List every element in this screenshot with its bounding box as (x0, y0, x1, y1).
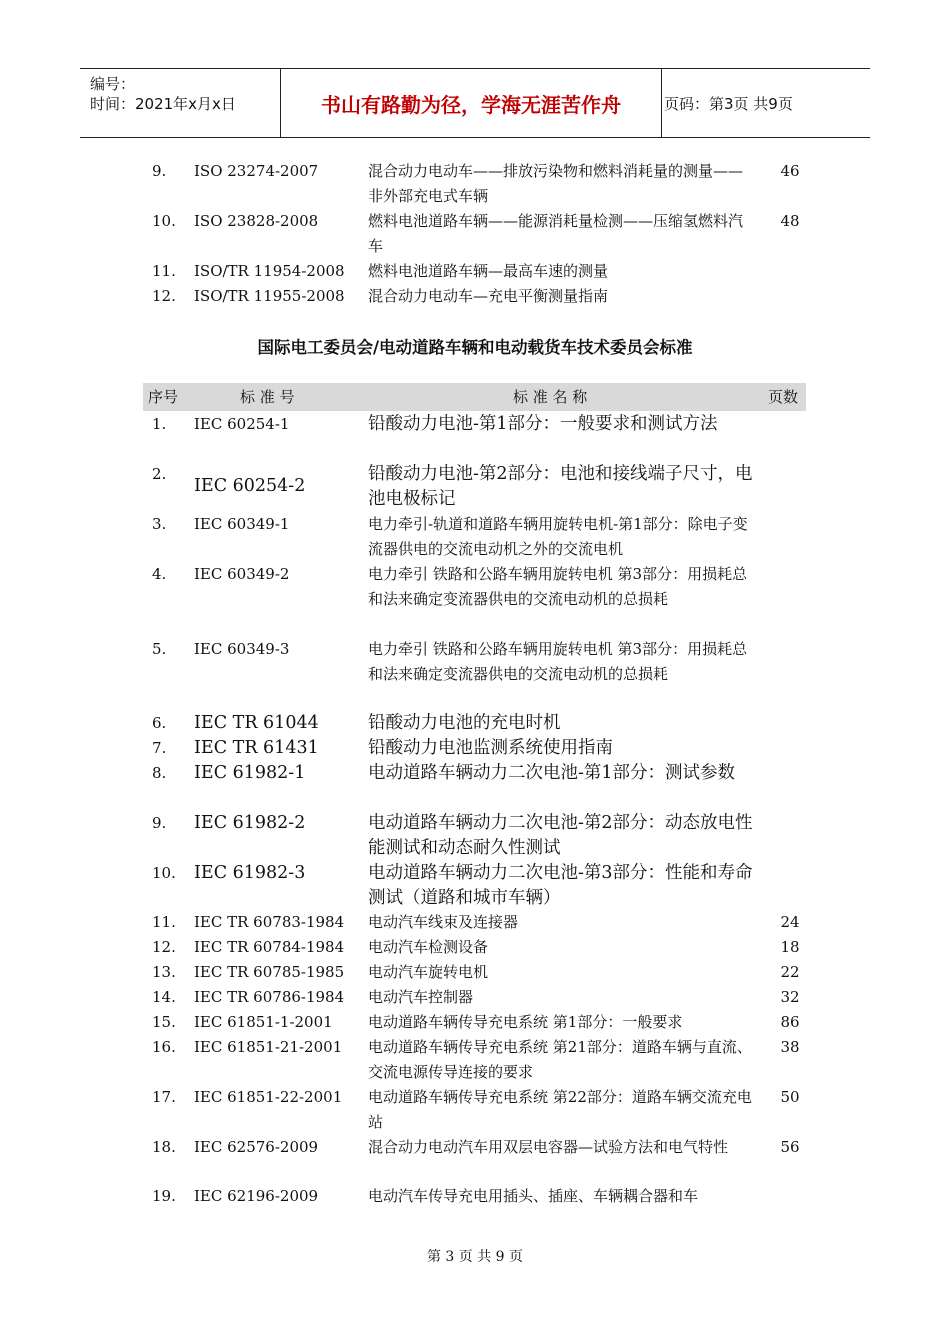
doc-date: 时间：2021年x月x日 (90, 95, 236, 113)
standard-name: 电动道路车辆动力二次电池-第1部分：测试参数 (368, 763, 736, 783)
standard-code: IEC TR 60784-1984 (194, 938, 345, 956)
standard-name: 电动道路车辆传导充电系统 第1部分：一般要求 (368, 1013, 683, 1031)
standard-code: IEC 60254-1 (194, 415, 290, 433)
row-number: 3. (152, 515, 167, 533)
standard-code: IEC 61982-1 (194, 763, 306, 783)
standard-code: ISO/TR 11954-2008 (194, 262, 345, 280)
page-count: 46 (780, 162, 800, 180)
row-number: 18. (152, 1138, 176, 1156)
standard-code: IEC 62576-2009 (194, 1138, 319, 1156)
standard-code: ISO 23274-2007 (194, 162, 319, 180)
page-count: 38 (780, 1038, 800, 1056)
page-count: 24 (780, 913, 800, 931)
row-number: 12. (152, 287, 176, 305)
standard-name: 燃料电池道路车辆——能源消耗量检测——压缩氢燃料汽车 (368, 212, 744, 255)
page-count: 86 (780, 1013, 800, 1031)
header-page-info: 页码：第3页 共9页 (664, 94, 793, 113)
standard-code: IEC TR 61431 (194, 738, 319, 758)
header-motto: 书山有路勤为径，学海无涯苦作舟 (281, 69, 662, 137)
doc-number-label: 编号： (90, 75, 136, 93)
header-code: 标 准 号 (240, 388, 295, 406)
standard-name: 混合动力电动车—充电平衡测量指南 (368, 287, 609, 305)
page-count: 56 (780, 1138, 800, 1156)
header-meta (80, 69, 281, 137)
row-number: 11. (152, 913, 176, 931)
standard-code: IEC 61982-2 (194, 813, 306, 833)
row-number: 8. (152, 764, 167, 782)
row-number: 6. (152, 714, 167, 732)
standard-name: 电力牵引 铁路和公路车辆用旋转电机 第3部分：用损耗总和法来确定变流器供电的交流电动机的总损耗 (368, 565, 748, 608)
standard-name: 电力牵引 铁路和公路车辆用旋转电机 第3部分：用损耗总和法来确定变流器供电的交流电动机的总损耗 (368, 640, 748, 683)
standard-name: 电力牵引-轨道和道路车辆用旋转电机-第1部分：除电子变流器供电的交流电动机之外的交流电机 (368, 515, 748, 558)
standard-name: 电动汽车线束及连接器 (368, 913, 519, 931)
header-pages: 页数 (768, 388, 799, 406)
row-number: 14. (152, 988, 176, 1006)
page-count: 32 (780, 988, 800, 1006)
page-count: 18 (780, 938, 800, 956)
row-number: 12. (152, 938, 176, 956)
standard-code: IEC 62196-2009 (194, 1187, 319, 1205)
standard-name: 铅酸动力电池的充电时机 (368, 713, 561, 733)
page-count: 48 (780, 212, 800, 230)
row-number: 1. (152, 415, 167, 433)
standard-code: IEC 60349-2 (194, 565, 290, 583)
page-count: 22 (780, 963, 800, 981)
row-number: 4. (152, 565, 167, 583)
standard-code: IEC 61851-22-2001 (194, 1088, 343, 1106)
page-footer: 第 3 页 共 9 页 (426, 1249, 524, 1265)
row-number: 17. (152, 1088, 176, 1106)
standard-name: 混合动力电动车——排放污染物和燃料消耗量的测量——非外部充电式车辆 (368, 162, 744, 205)
row-number: 10. (152, 212, 176, 230)
standard-name: 电动汽车检测设备 (368, 938, 489, 956)
standard-code: ISO 23828-2008 (194, 212, 319, 230)
standard-code: IEC 60349-3 (194, 640, 290, 658)
standard-code: ISO/TR 11955-2008 (194, 287, 345, 305)
page-count: 50 (780, 1088, 800, 1106)
standard-code: IEC TR 60785-1985 (194, 963, 345, 981)
standard-name: 电动道路车辆传导充电系统 第21部分：道路车辆与直流、交流电源传导连接的要求 (368, 1038, 752, 1081)
header-name: 标 准 名 称 (513, 388, 588, 406)
standard-code: IEC 61851-21-2001 (194, 1038, 343, 1056)
table-header (143, 383, 806, 411)
standard-name: 电动汽车传导充电用插头、插座、车辆耦合器和车 (368, 1187, 699, 1205)
row-number: 10. (152, 864, 176, 882)
row-number: 7. (152, 739, 167, 757)
row-number: 9. (152, 814, 167, 832)
standard-name: 电动汽车控制器 (368, 988, 474, 1006)
standard-name: 燃料电池道路车辆—最高车速的测量 (368, 262, 609, 280)
row-number: 19. (152, 1187, 176, 1205)
standard-name: 电动道路车辆动力二次电池-第3部分：性能和寿命测试（道路和城市车辆） (368, 863, 753, 908)
standard-name: 电动道路车辆动力二次电池-第2部分：动态放电性能测试和动态耐久性测试 (368, 813, 753, 858)
standard-code: IEC 60349-1 (194, 515, 290, 533)
header-num: 序号 (148, 388, 179, 406)
standard-code: IEC TR 60783-1984 (194, 913, 345, 931)
standard-code: IEC 60254-2 (194, 476, 306, 496)
row-number: 2. (152, 465, 167, 483)
section-title: 国际电工委员会/电动道路车辆和电动载货车技术委员会标准 (257, 338, 693, 357)
row-number: 9. (152, 162, 167, 180)
row-number: 13. (152, 963, 176, 981)
standard-name: 铅酸动力电池监测系统使用指南 (368, 738, 613, 758)
standard-code: IEC TR 60786-1984 (194, 988, 345, 1006)
row-number: 15. (152, 1013, 176, 1031)
standard-name: 铅酸动力电池-第1部分：一般要求和测试方法 (368, 414, 718, 434)
standard-name: 电动汽车旋转电机 (368, 963, 489, 981)
standard-code: IEC TR 61044 (194, 713, 319, 733)
standard-name: 铅酸动力电池-第2部分：电池和接线端子尺寸，电池电极标记 (368, 464, 753, 509)
standard-name: 电动道路车辆传导充电系统 第22部分：道路车辆交流充电站 (368, 1088, 752, 1131)
row-number: 16. (152, 1038, 176, 1056)
standard-code: IEC 61982-3 (194, 863, 306, 883)
standard-name: 混合动力电动汽车用双层电容器—试验方法和电气特性 (368, 1138, 729, 1156)
row-number: 5. (152, 640, 167, 658)
row-number: 11. (152, 262, 176, 280)
page-header (80, 68, 870, 138)
standard-code: IEC 61851-1-2001 (194, 1013, 333, 1031)
